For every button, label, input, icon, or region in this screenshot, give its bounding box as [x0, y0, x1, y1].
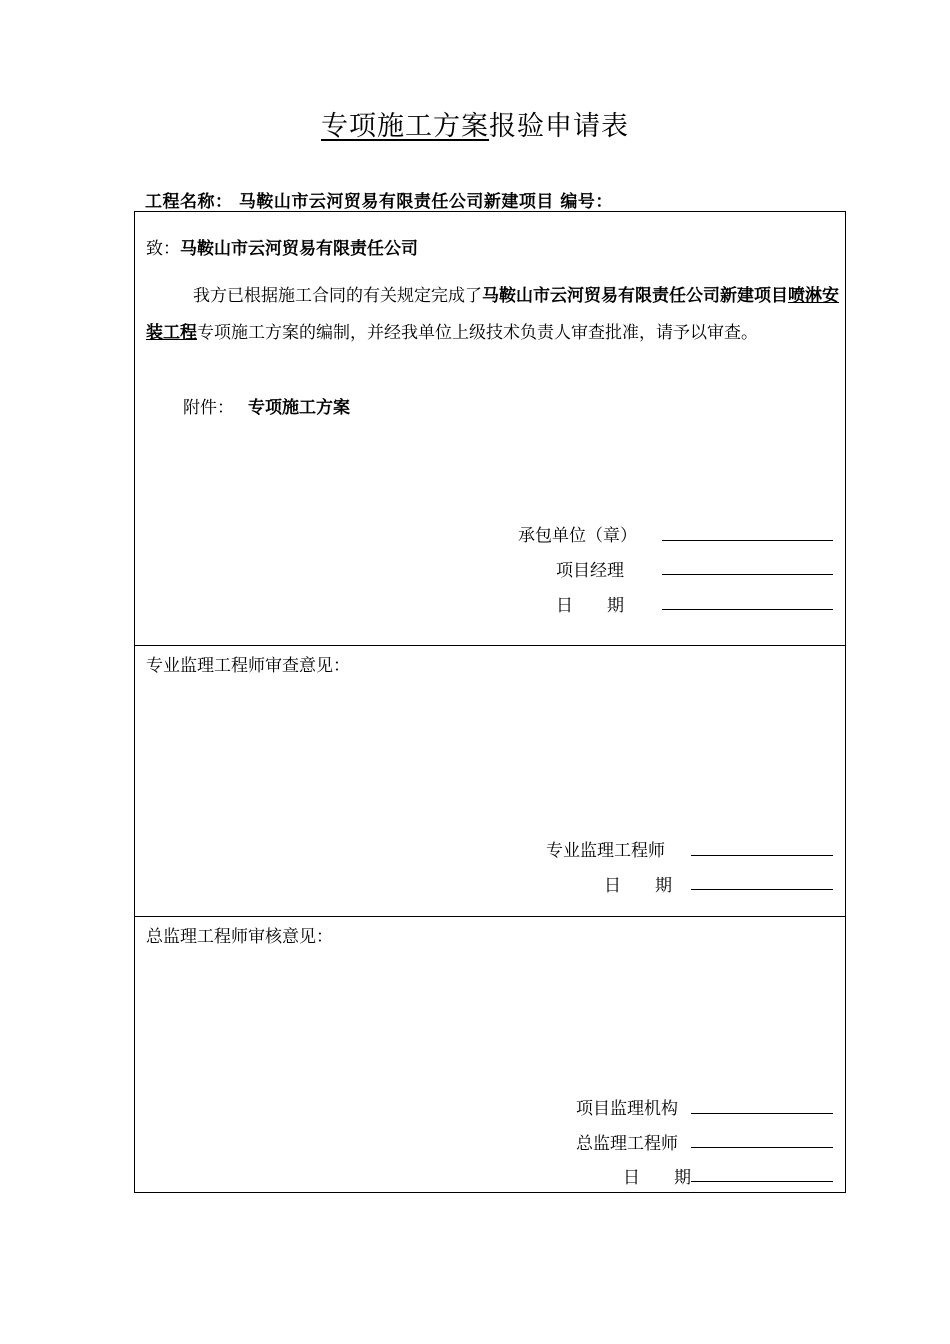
para-subproject: 喷淋安装工程 — [146, 286, 839, 343]
project-name-line — [145, 187, 613, 212]
org-signature-line[interactable] — [691, 1113, 833, 1114]
org-label: 项目监理机构 — [576, 1099, 678, 1119]
manager-signature-line[interactable] — [662, 574, 833, 575]
attachment-line — [183, 393, 350, 418]
project-label: 工程名称： — [145, 192, 233, 212]
para-end: 专项施工方案的编制，并经我单位上级技术负责人审查批准，请予以审查。 — [197, 323, 758, 343]
section-submission — [135, 212, 845, 645]
form-table — [134, 211, 846, 1193]
title-rest: 报验申请表 — [489, 111, 629, 142]
engineer-date-line[interactable] — [691, 889, 833, 890]
para-start: 我方已根据施工合同的有关规定完成了 — [193, 286, 482, 306]
number-label: 编号： — [560, 192, 613, 212]
attachment-label: 附件： — [183, 398, 234, 418]
page-title — [0, 104, 950, 143]
date-line[interactable] — [662, 609, 833, 610]
chief-date-label: 日 期 — [623, 1168, 691, 1188]
project-value: 马鞍山市云河贸易有限责任公司新建项目 — [238, 192, 554, 212]
para-project: 马鞍山市云河贸易有限责任公司新建项目 — [482, 286, 788, 306]
section-engineer-review — [135, 645, 845, 917]
chief-date-line[interactable] — [691, 1181, 833, 1182]
title-underlined: 专项施工方案 — [321, 111, 489, 142]
addressee-line — [146, 234, 418, 259]
engineer-signature-line[interactable] — [691, 855, 833, 856]
addressee-label: 致： — [146, 239, 180, 259]
chief-review-heading: 总监理工程师审核意见： — [146, 927, 333, 947]
manager-label: 项目经理 — [556, 561, 624, 581]
engineer-date-label: 日 期 — [604, 876, 672, 896]
chief-label: 总监理工程师 — [576, 1134, 678, 1154]
chief-signature-line[interactable] — [691, 1147, 833, 1148]
attachment-value: 专项施工方案 — [248, 398, 350, 418]
engineer-review-heading: 专业监理工程师审查意见： — [146, 656, 350, 676]
contractor-signature-line[interactable] — [662, 540, 833, 541]
contractor-label: 承包单位（章） — [518, 526, 637, 546]
engineer-label: 专业监理工程师 — [546, 841, 665, 861]
section-chief-review — [135, 916, 845, 1193]
submission-paragraph — [146, 278, 841, 352]
date-label: 日 期 — [556, 596, 624, 616]
addressee-value: 马鞍山市云河贸易有限责任公司 — [180, 239, 418, 259]
